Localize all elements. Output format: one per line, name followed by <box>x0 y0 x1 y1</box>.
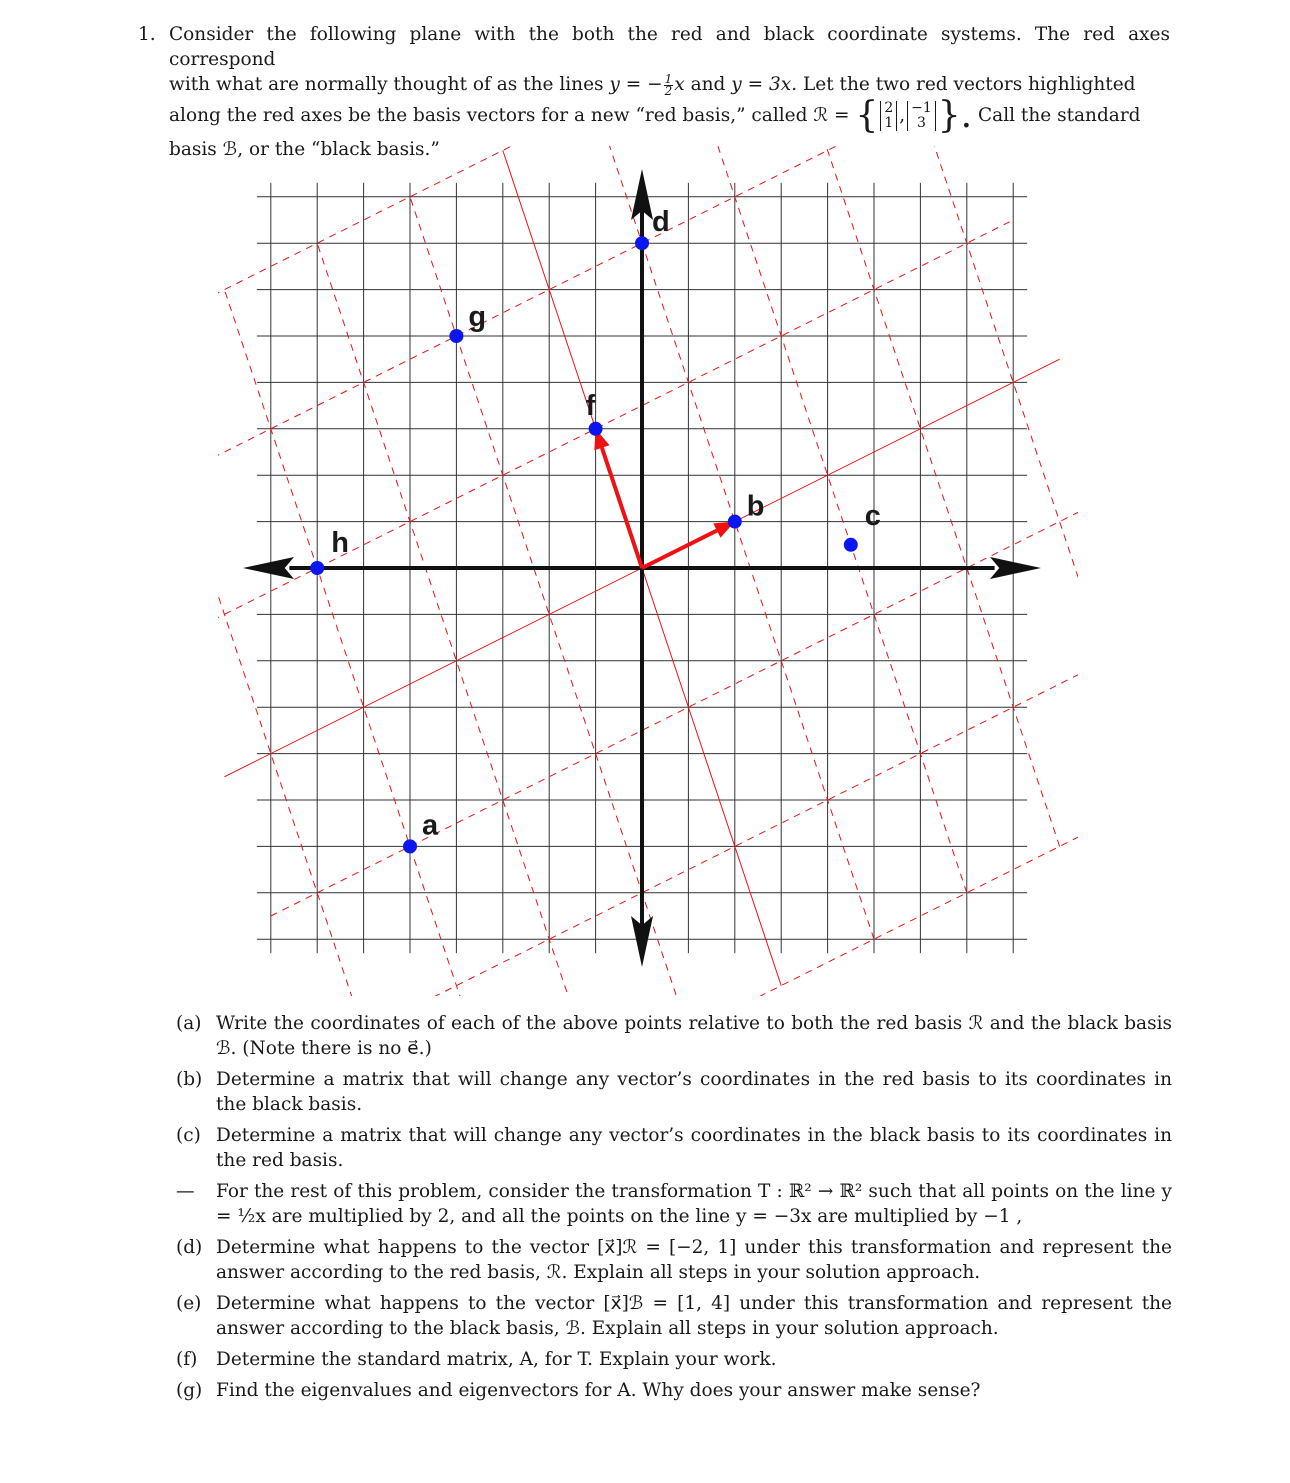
point-a <box>403 839 417 853</box>
point-c <box>844 538 858 552</box>
point-label-c: c <box>864 499 881 532</box>
intro-line-3: along the red axes be the basis vectors for a new “red basis,” called ℛ = { 2 1 , −1 3 }. Call the standard <box>169 95 1141 136</box>
equation-line-1: y = − $\frac{1}{2}$ x <box>609 71 685 98</box>
close-brace: }. <box>937 95 973 136</box>
point-label-g: g <box>468 301 487 333</box>
problem-parts <box>176 1011 1172 1409</box>
point-f <box>589 422 603 436</box>
x-axis-left-arrow <box>243 557 294 579</box>
point-g <box>449 329 463 343</box>
point-d <box>635 236 649 250</box>
coordinate-plane-figure <box>218 146 1078 996</box>
basis-vector-2-shaft <box>602 448 642 568</box>
basis-vector-1-shaft <box>642 531 717 568</box>
point-b <box>728 515 742 529</box>
intro-line-2: with what are normally thought of as the lines y = − $\frac{1}{2}$ x and y = 3x. Let the two red vectors highlighted <box>169 71 1136 98</box>
equation-line-2: y = 3x. <box>731 74 798 95</box>
point-h <box>310 561 324 575</box>
point-label-d: d <box>652 206 670 239</box>
basis-vector-2: −1 3 <box>907 101 936 131</box>
red-grid-line-b <box>874 146 1078 800</box>
black-basis-symbol: ℬ <box>222 139 238 160</box>
part-b: (b) Determine a matrix that will change any vector’s coordinates in the red basis to its coordinates in the black basis. <box>176 1069 1172 1115</box>
red-basis-vectors <box>594 429 734 568</box>
red-grid-line-a <box>218 146 920 359</box>
part-d: (d) Determine what happens to the vector [x⃗]ℛ = [−2, 1] under this transformation and represent the answer according to the red basis, ℛ. Explain all steps in your solution approach. <box>176 1237 1172 1283</box>
open-brace: { <box>855 95 879 136</box>
part-g: (g) Find the eigenvalues and eigenvectors for A. Why does your answer make sense? <box>176 1380 981 1401</box>
point-label-h: h <box>331 527 349 559</box>
part-a: (a) Write the coordinates of each of the above points relative to both the red basis ℛ and the black basis ℬ. (Note there is no e⃗.) <box>176 1013 1172 1059</box>
basis-vector-1: 2 1 <box>880 101 897 131</box>
point-label-a: a <box>422 809 439 842</box>
part-c: (c) Determine a matrix that will change any vector’s coordinates in the black basis to its coordinates in the red basis. <box>176 1125 1172 1171</box>
transformation-note: — For the rest of this problem, consider the transformation T : ℝ² → ℝ² such that all points on the line y = ½x are multiplied by 2, and all the points on the line y = −3x are multiplied by −1 , <box>176 1181 1172 1227</box>
red-basis-symbol: ℛ <box>813 105 829 126</box>
red-grid-line-a <box>218 146 967 498</box>
part-e: (e) Determine what happens to the vector [x⃗]ℬ = [1, 4] under this transformation and represent the answer according to the black basis, ℬ. Explain all steps in your solution approach. <box>176 1293 1172 1339</box>
intro-line-4: basis ℬ, or the “black basis.” <box>169 139 440 160</box>
point-label-b: b <box>746 490 765 523</box>
problem-statement <box>138 22 1170 162</box>
part-f: (f) Determine the standard matrix, A, for T. Explain your work. <box>176 1349 777 1370</box>
problem-number: 1. <box>138 24 156 45</box>
red-grid-line-a <box>364 777 1078 996</box>
x-axis-right-arrow <box>990 557 1041 579</box>
point-label-f: f <box>585 389 596 422</box>
intro-line-1: Consider the following plane with the both the red and black coordinate systems. The red axes correspond <box>169 24 1170 70</box>
red-grid <box>218 146 1078 996</box>
